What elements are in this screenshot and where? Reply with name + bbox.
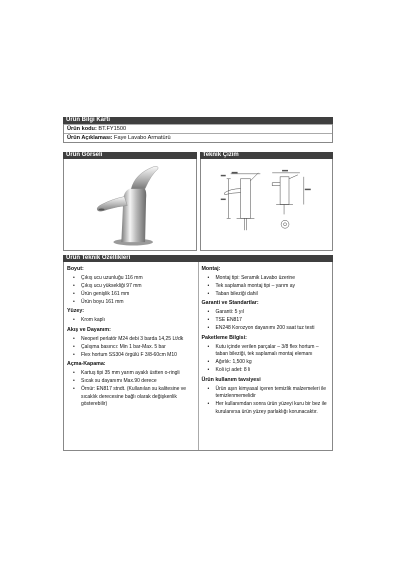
list-item: • Montaj tipi: Seramik Lavabo üzerine [202, 275, 330, 283]
image-section-headers [63, 152, 333, 159]
list-item: • Sıcak su dayanımı Max.90 derece [67, 378, 195, 386]
technical-specs-title: Ürün Teknik Özellikleri [63, 255, 333, 262]
technical-specs-table [63, 262, 333, 451]
size-heading: Boyut: [67, 266, 84, 272]
flow-list [67, 336, 195, 360]
product-code-value: BT.FY1500 [96, 126, 127, 132]
list-item: • Kartuş tipi 35 mm yarım ayaklı üstten o-ringli [67, 370, 195, 378]
warranty-list [202, 309, 330, 333]
technical-drawing-title: Teknik Çizim [200, 152, 334, 159]
packaging-heading: Paketleme Bilgisi: [201, 334, 247, 341]
specs-left-column [64, 262, 198, 450]
open-close-heading: Açma-Kapama: [67, 361, 106, 368]
product-description-value: Faye Lavabo Armatürü [112, 135, 171, 141]
list-item: • Krom kaplı [67, 317, 195, 325]
list-item: • Çıkış ucu uzunluğu 116 mm [67, 275, 195, 283]
list-item: • Her kullanımdan sonra ürün yüzeyi kuru bir bez ile kurulanırsa ürün yüzey parlaklığı korunacaktır. [202, 401, 330, 416]
usage-heading: Ürün kullanım tavsiyesi [201, 376, 261, 383]
product-code-row [64, 124, 332, 133]
list-item: • Kutu içinde verilen parçalar – 3/8 flex hortum – taban bileziği, tek saplamalı montaj elemanı [202, 344, 330, 359]
product-image-box [63, 159, 197, 251]
mounting-heading: Montaj: [201, 266, 221, 272]
mounting-list [202, 275, 330, 299]
usage-list [202, 386, 330, 417]
list-item: • Ağırlık: 1,500 kg [202, 359, 330, 367]
faucet-image [64, 159, 196, 250]
product-info-sheet [63, 117, 333, 451]
surface-list [67, 317, 195, 325]
size-list [67, 275, 195, 307]
list-item: • Tek saplamalı montaj tipi – yarım ay [202, 283, 330, 291]
specs-right-column [198, 262, 333, 450]
list-item: • Ürün genişlik 161 mm [67, 291, 195, 299]
packaging-list [202, 344, 330, 375]
open-close-list [67, 370, 195, 409]
product-code-label: Ürün kodu: [67, 126, 97, 132]
list-item: • TSE EN817 [202, 317, 330, 325]
product-card-header: Ürün Bilgi Kartı [63, 117, 333, 124]
product-description-row [64, 133, 332, 142]
flow-heading: Akış ve Dayanım: [67, 326, 111, 333]
image-row [63, 159, 333, 251]
surface-heading: Yüzey: [67, 308, 85, 315]
product-info-table [63, 124, 333, 143]
technical-drawing-box [200, 159, 334, 251]
list-item: • Ürün aşırı kimyasal içeren temizlik malzemeleri ile temizlenmemelidir [202, 386, 330, 401]
list-item: • Çalışma basıncı: Min 1 bar-Max. 5 bar [67, 344, 195, 352]
list-item: • Koli içi adet: 8 li [202, 367, 330, 375]
list-item: • Neoperl perlatör M24 debi 3 barda 14,25 Lt/dk [67, 336, 195, 344]
technical-drawing [201, 159, 333, 250]
product-image-title: Ürün Görseli [63, 152, 197, 159]
product-description-label: Ürün Açıklaması: [67, 135, 113, 141]
list-item: • Flex hortum SS304 örgülü F 3/8-60cm M10 [67, 352, 195, 360]
list-item: • EN248 Korozyon dayanımı 200 saat tuz testi [202, 325, 330, 333]
warranty-heading: Garanti ve Standartlar: [201, 300, 259, 307]
list-item: • Örnür: EN817 stndt. (Kullanılan su kalitesine ve sıcaklık derecesine bağlı olarak değişkenlik gösterebilir) [67, 386, 195, 409]
list-item: • Ürün boyu 161 mm [67, 299, 195, 307]
list-item: • Taban bileziği dahil [202, 291, 330, 299]
list-item: • Garanti: 5 yıl [202, 309, 330, 317]
list-item: • Çıkış ucu yüksekliği 97 mm [67, 283, 195, 291]
